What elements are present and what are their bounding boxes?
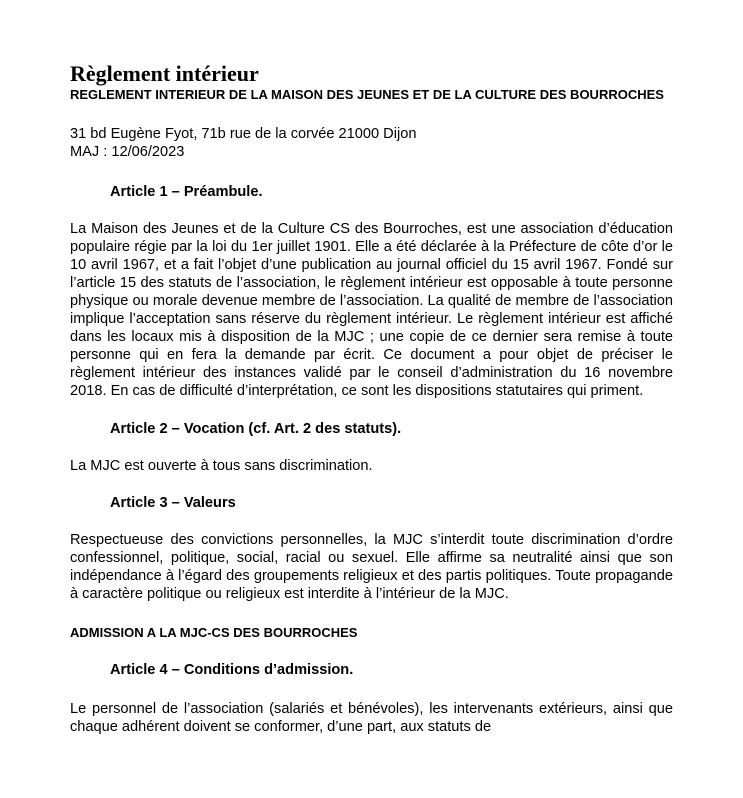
- address-block: [70, 125, 673, 161]
- article-4-heading: Article 4 – Conditions d’admission.: [110, 662, 354, 678]
- article-4-text: Le personnel de l’association (salariés et bénévoles), les intervenants extérieurs, ainsi que chaque adhérent doivent se conformer, d’une part, aux statuts de: [70, 701, 673, 735]
- document-subtitle: REGLEMENT INTERIEUR DE LA MAISON DES JEUNES ET DE LA CULTURE DES BOURROCHES: [70, 87, 664, 102]
- update-date-line: MAJ : 12/06/2023: [70, 144, 185, 160]
- article-1-text: La Maison des Jeunes et de la Culture CS des Bourroches, est une association d’éducation populaire régie par la loi du 1er juillet 1901. Elle a été déclarée à la Préfecture de côte d’or le 10 avril 1967, et a fait l’objet d’une publication au journal officiel du 15 avril 1967. Fondé sur l’article 15 des statuts de l’association, le règlement intérieur est opposable à toute personne physique ou morale devenue membre de l’association. La qualité de membre de l’association implique l’acceptation sans réserve du règlement intérieur. Le règlement intérieur est affiché dans les locaux mis à disposition de la MJC ; une copie de ce dernier sera remise à toute personne qui en fera la demande par écrit. Ce document a pour objet de préciser le règlement intérieur des instances validé par le conseil d’administration du 16 novembre 2018. En cas de difficulté d’interprétation, ce sont les dispositions statutaires qui priment.: [70, 221, 673, 399]
- article-3-heading: Article 3 – Valeurs: [110, 495, 236, 511]
- address-line: 31 bd Eugène Fyot, 71b rue de la corvée 21000 Dijon: [70, 126, 417, 142]
- article-2-heading: Article 2 – Vocation (cf. Art. 2 des statuts).: [110, 421, 402, 437]
- document-title: Règlement intérieur: [70, 61, 259, 86]
- article-3-text: Respectueuse des convictions personnelles, la MJC s’interdit toute discrimination d’ordre confessionnel, politique, social, racial ou sexuel. Elle affirme sa neutralité ainsi que son indépendance à l’égard des groupements religieux et des partis politiques. Toute propagande à caractère politique ou religieux est interdite à l’intérieur de la MJC.: [70, 532, 673, 602]
- section-heading-admission: ADMISSION A LA MJC-CS DES BOURROCHES: [70, 625, 358, 640]
- article-2-text: La MJC est ouverte à tous sans discrimination.: [70, 458, 373, 474]
- article-1-heading: Article 1 – Préambule.: [110, 184, 263, 200]
